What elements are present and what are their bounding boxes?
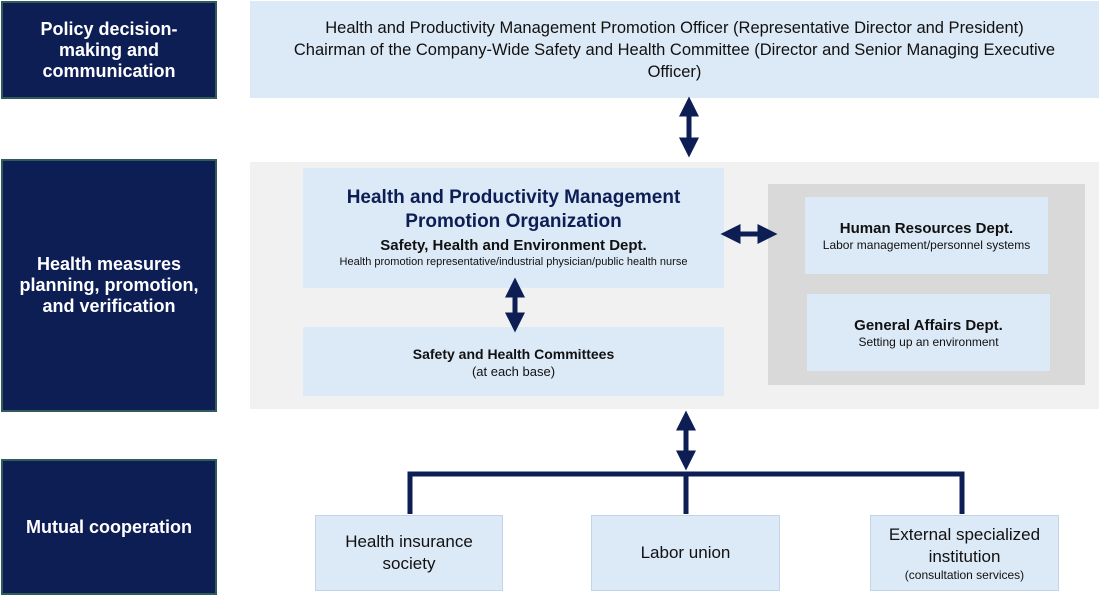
label-policy-text: Policy decision-making and communication xyxy=(40,18,178,81)
safety-committees-sub: (at each base) xyxy=(471,363,556,379)
ga-dept-sub: Setting up an environment xyxy=(858,334,999,349)
external-institution-title: External specialized institution xyxy=(888,524,1041,566)
hr-dept-title: Human Resources Dept. xyxy=(839,219,1014,237)
she-dept-staff: Health promotion representative/industrial physician/public health nurse xyxy=(339,256,688,268)
promotion-officer-text: Health and Productivity Management Promotion Officer (Representative Director and President) xyxy=(325,18,1024,37)
health-insurance-text: Health insurance society xyxy=(345,532,473,573)
label-mutual-cooperation-text: Mutual cooperation xyxy=(26,516,192,537)
label-health-measures-text: Health measures planning, promotion, and verification xyxy=(19,254,199,316)
promotion-organization-title: Health and Productivity Management Promotion Organization xyxy=(346,187,681,232)
hr-dept-sub: Labor management/personnel systems xyxy=(822,237,1031,252)
partner-bracket xyxy=(410,474,962,514)
safety-committees-title: Safety and Health Committees xyxy=(412,345,615,362)
labor-union-text: Labor union xyxy=(640,543,731,562)
committee-chairman-text: Chairman of the Company-Wide Safety and Health Committee (Director and Senior Managing Executive Officer) xyxy=(293,40,1056,81)
ga-dept-title: General Affairs Dept. xyxy=(854,316,1003,334)
she-dept-title: Safety, Health and Environment Dept. xyxy=(380,237,647,254)
external-institution-sub: (consultation services) xyxy=(904,567,1025,582)
